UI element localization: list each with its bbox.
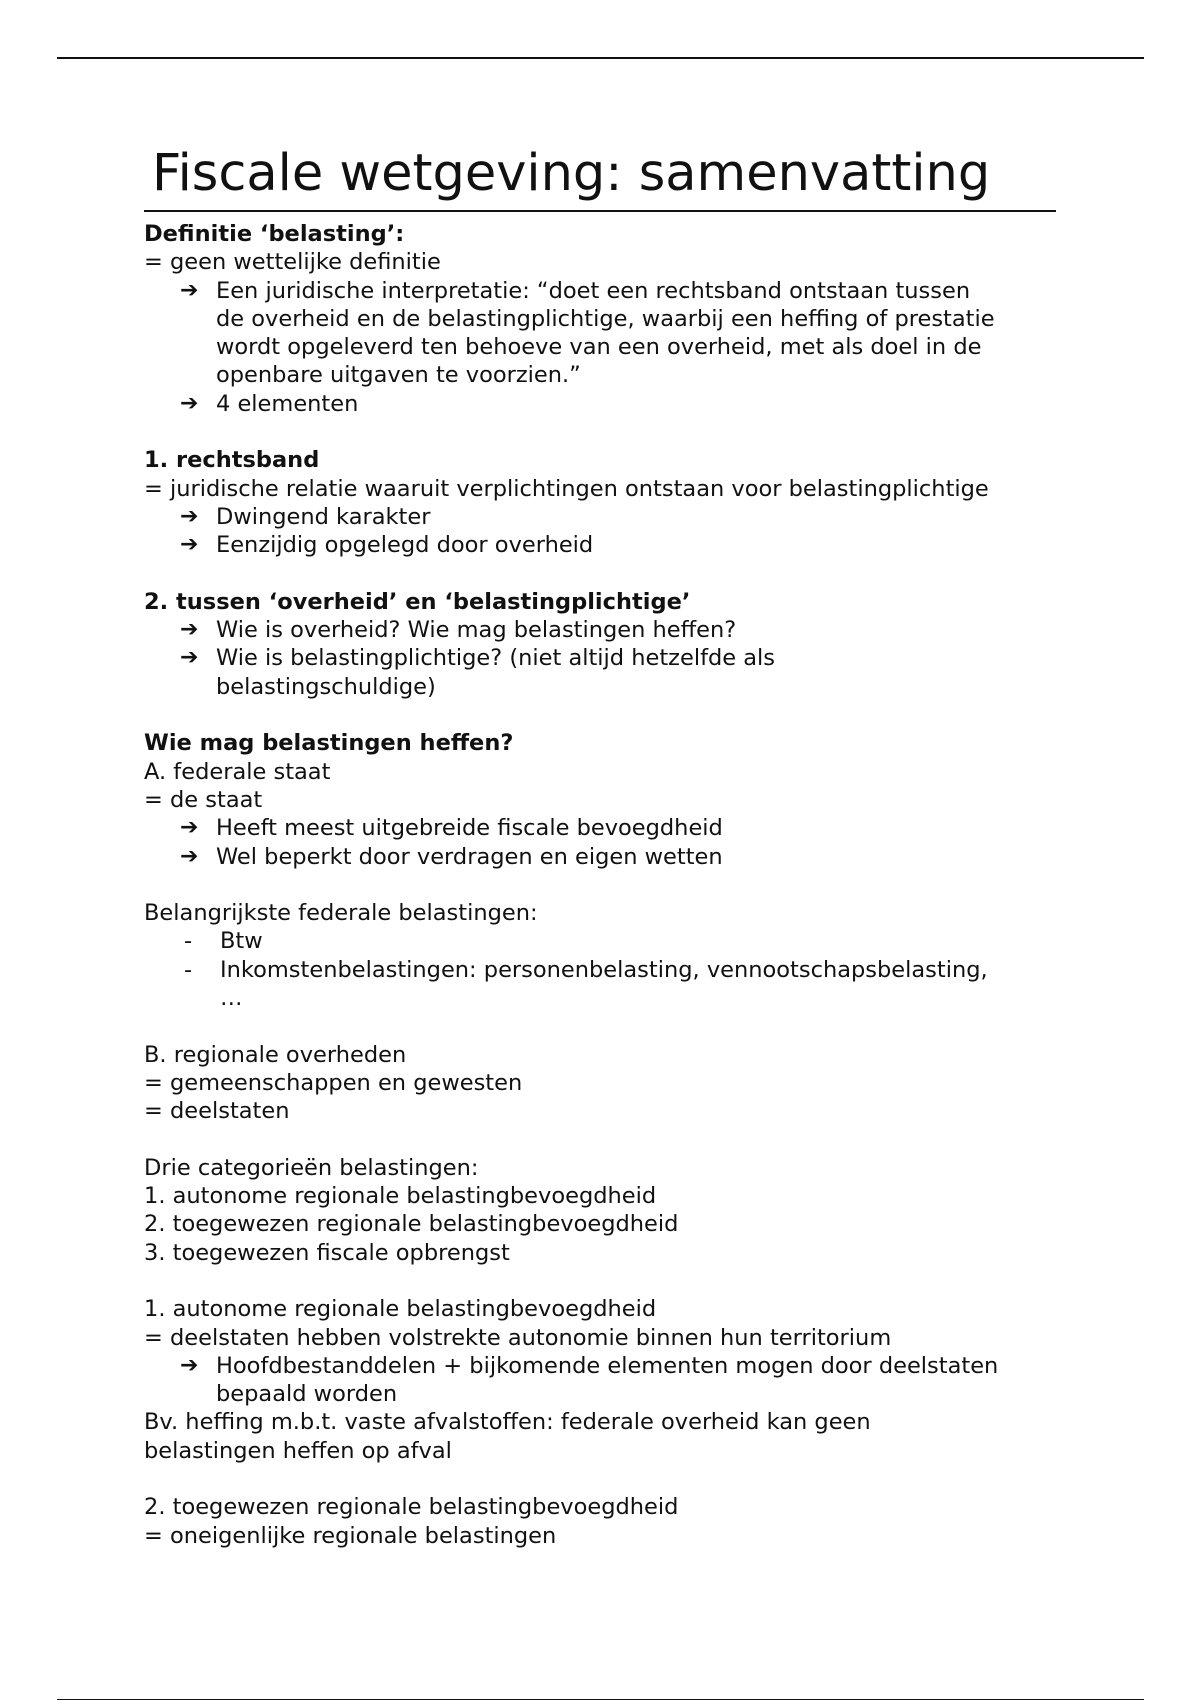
text-line: 1. autonome regionale belastingbevoegdheid bbox=[144, 1183, 657, 1210]
section-heading: 2. tussen ‘overheid’ en ‘belastingplichtige’ bbox=[144, 588, 691, 615]
dash-bullet-icon: - bbox=[184, 928, 193, 955]
text-line: 2. toegewezen regionale belastingbevoegdheid bbox=[144, 1211, 679, 1238]
text-line: 2. toegewezen regionale belastingbevoegdheid bbox=[144, 1494, 679, 1521]
dash-bullet-icon: - bbox=[184, 956, 193, 983]
text-line: 1. autonome regionale belastingbevoegdheid bbox=[144, 1296, 657, 1323]
list-item-text: wordt opgeleverd ten behoeve van een overheid, met als doel in de bbox=[216, 334, 982, 361]
section-heading: 1. rechtsband bbox=[144, 447, 320, 474]
list-item-text: 4 elementen bbox=[216, 390, 359, 417]
list-item-text: Inkomstenbelastingen: personenbelasting, vennootschapsbelasting, bbox=[220, 956, 988, 983]
list-item-text: Wie is belastingplichtige? (niet altijd hetzelfde als bbox=[216, 645, 776, 672]
text-line: 3. toegewezen fiscale opbrengst bbox=[144, 1239, 510, 1266]
list-item-text: Hoofdbestanddelen + bijkomende elementen mogen door deelstaten bbox=[216, 1352, 999, 1379]
list-item-text: Een juridische interpretatie: “doet een rechtsband ontstaan tussen bbox=[216, 277, 971, 304]
dash-list-item bbox=[144, 956, 1064, 1013]
document-title: Fiscale wetgeving: samenvatting bbox=[152, 144, 991, 203]
text-line: = oneigenlijke regionale belastingen bbox=[144, 1522, 557, 1549]
arrow-bullet-icon: ➔ bbox=[180, 617, 199, 643]
arrow-list-item bbox=[144, 390, 1064, 418]
text-line: = geen wettelijke definitie bbox=[144, 249, 441, 276]
title-underline bbox=[144, 210, 1056, 212]
text-line: B. regionale overheden bbox=[144, 1041, 407, 1068]
arrow-bullet-icon: ➔ bbox=[180, 1352, 199, 1378]
arrow-list-item bbox=[144, 503, 1064, 531]
arrow-list-item bbox=[144, 277, 1064, 390]
text-line: = deelstaten bbox=[144, 1098, 290, 1125]
arrow-list-item bbox=[144, 616, 1064, 644]
list-item-text: de overheid en de belastingplichtige, waarbij een heffing of prestatie bbox=[216, 305, 995, 332]
text-line: = gemeenschappen en gewesten bbox=[144, 1069, 523, 1096]
text-line: Belangrijkste federale belastingen: bbox=[144, 900, 538, 927]
text-line: = de staat bbox=[144, 786, 263, 813]
header-rule bbox=[57, 57, 1144, 59]
section-heading: Wie mag belastingen heffen? bbox=[144, 730, 514, 757]
text-line: Bv. heffing m.b.t. vaste afvalstoffen: federale overheid kan geen bbox=[144, 1409, 871, 1436]
dash-list-item bbox=[144, 927, 1064, 955]
arrow-bullet-icon: ➔ bbox=[180, 532, 199, 558]
arrow-list-item bbox=[144, 1352, 1064, 1409]
list-item-text: Btw bbox=[220, 928, 263, 955]
list-item-text: bepaald worden bbox=[216, 1381, 398, 1408]
arrow-bullet-icon: ➔ bbox=[180, 503, 199, 529]
text-line: belastingen heffen op afval bbox=[144, 1437, 452, 1464]
arrow-bullet-icon: ➔ bbox=[180, 645, 199, 671]
arrow-bullet-icon: ➔ bbox=[180, 815, 199, 841]
arrow-list-item bbox=[144, 843, 1064, 871]
text-line: = juridische relatie waaruit verplichtingen ontstaan voor belastingplichtige bbox=[144, 475, 989, 502]
text-line: Drie categorieën belastingen: bbox=[144, 1154, 479, 1181]
list-item-text: Wie is overheid? Wie mag belastingen heffen? bbox=[216, 617, 737, 644]
list-item-text: Wel beperkt door verdragen en eigen wetten bbox=[216, 843, 723, 870]
arrow-list-item bbox=[144, 814, 1064, 842]
list-item-text: Eenzijdig opgelegd door overheid bbox=[216, 532, 594, 559]
list-item-text: Heeft meest uitgebreide fiscale bevoegdheid bbox=[216, 815, 723, 842]
document-body bbox=[144, 220, 1064, 1550]
list-item-text: belastingschuldige) bbox=[216, 673, 436, 700]
section-heading: Definitie ‘belasting’: bbox=[144, 221, 405, 247]
arrow-bullet-icon: ➔ bbox=[180, 390, 199, 416]
arrow-bullet-icon: ➔ bbox=[180, 843, 199, 869]
list-item-text: openbare uitgaven te voorzien.” bbox=[216, 362, 581, 389]
text-line: A. federale staat bbox=[144, 758, 331, 785]
arrow-list-item bbox=[144, 644, 1064, 701]
arrow-list-item bbox=[144, 531, 1064, 559]
arrow-bullet-icon: ➔ bbox=[180, 277, 199, 303]
list-item-text: Dwingend karakter bbox=[216, 503, 431, 530]
text-line: = deelstaten hebben volstrekte autonomie binnen hun territorium bbox=[144, 1324, 892, 1351]
list-item-text: … bbox=[220, 985, 243, 1012]
